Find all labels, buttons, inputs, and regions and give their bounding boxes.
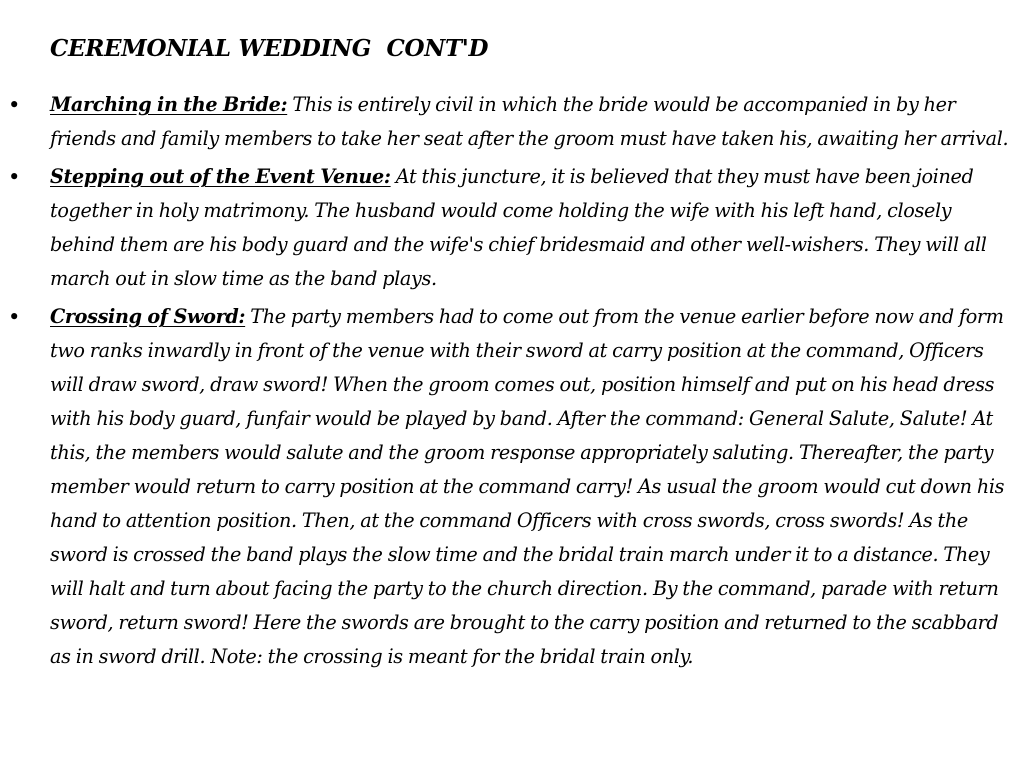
slide-title: CEREMONIAL WEDDING CONT'D [50,35,489,62]
bullet-text: At this juncture, it is believed that they must have been joined together in holy matrimony. The husband would come holding the wife with his left hand, closely behind them are his body guard and the wife's chief bridesmaid and other well-wishers. They will all march out in slow time as the band plays. [50,165,987,290]
bullet-text: This is entirely civil in which the bride would be accompanied in by her friends and family members to take her seat after the groom must have taken his, awaiting her arrival. [50,93,1009,150]
bullet-term: Crossing of Sword: [50,305,246,328]
bullet-item-stepping-out [0,160,1024,296]
bullet-item-marching-in-the-bride [0,88,1024,156]
bullet-term: Stepping out of the Event Venue: [50,165,391,188]
bullet-item-crossing-of-sword [0,300,1024,674]
bullet-dot-icon: • [8,165,21,189]
bullet-dot-icon: • [8,305,21,329]
bullet-term: Marching in the Bride: [50,93,288,116]
bullet-text: The party members had to come out from the venue earlier before now and form two ranks inwardly in front of the venue with their sword at carry position at the command, Officers will draw sword, draw sword! When the groom comes out, position himself and put on his head dress with his body guard, funfair would be played by band. After the command: General Salute, Salute! At this, the members would salute and the groom response appropriately saluting. Thereafter, the party member would return to carry position at the command carry! As usual the groom would cut down his hand to attention position. Then, at the command Officers with cross swords, cross swords! As the sword is crossed the band plays the slow time and the bridal train march under it to a distance. They will halt and turn about facing the party to the church direction. By the command, parade with return sword, return sword! Here the swords are brought to the carry position and returned to the scabbard as in sword drill. Note: the crossing is meant for the bridal train only. [50,305,1005,668]
bullet-dot-icon: • [8,93,21,117]
bullet-list [0,88,1024,674]
